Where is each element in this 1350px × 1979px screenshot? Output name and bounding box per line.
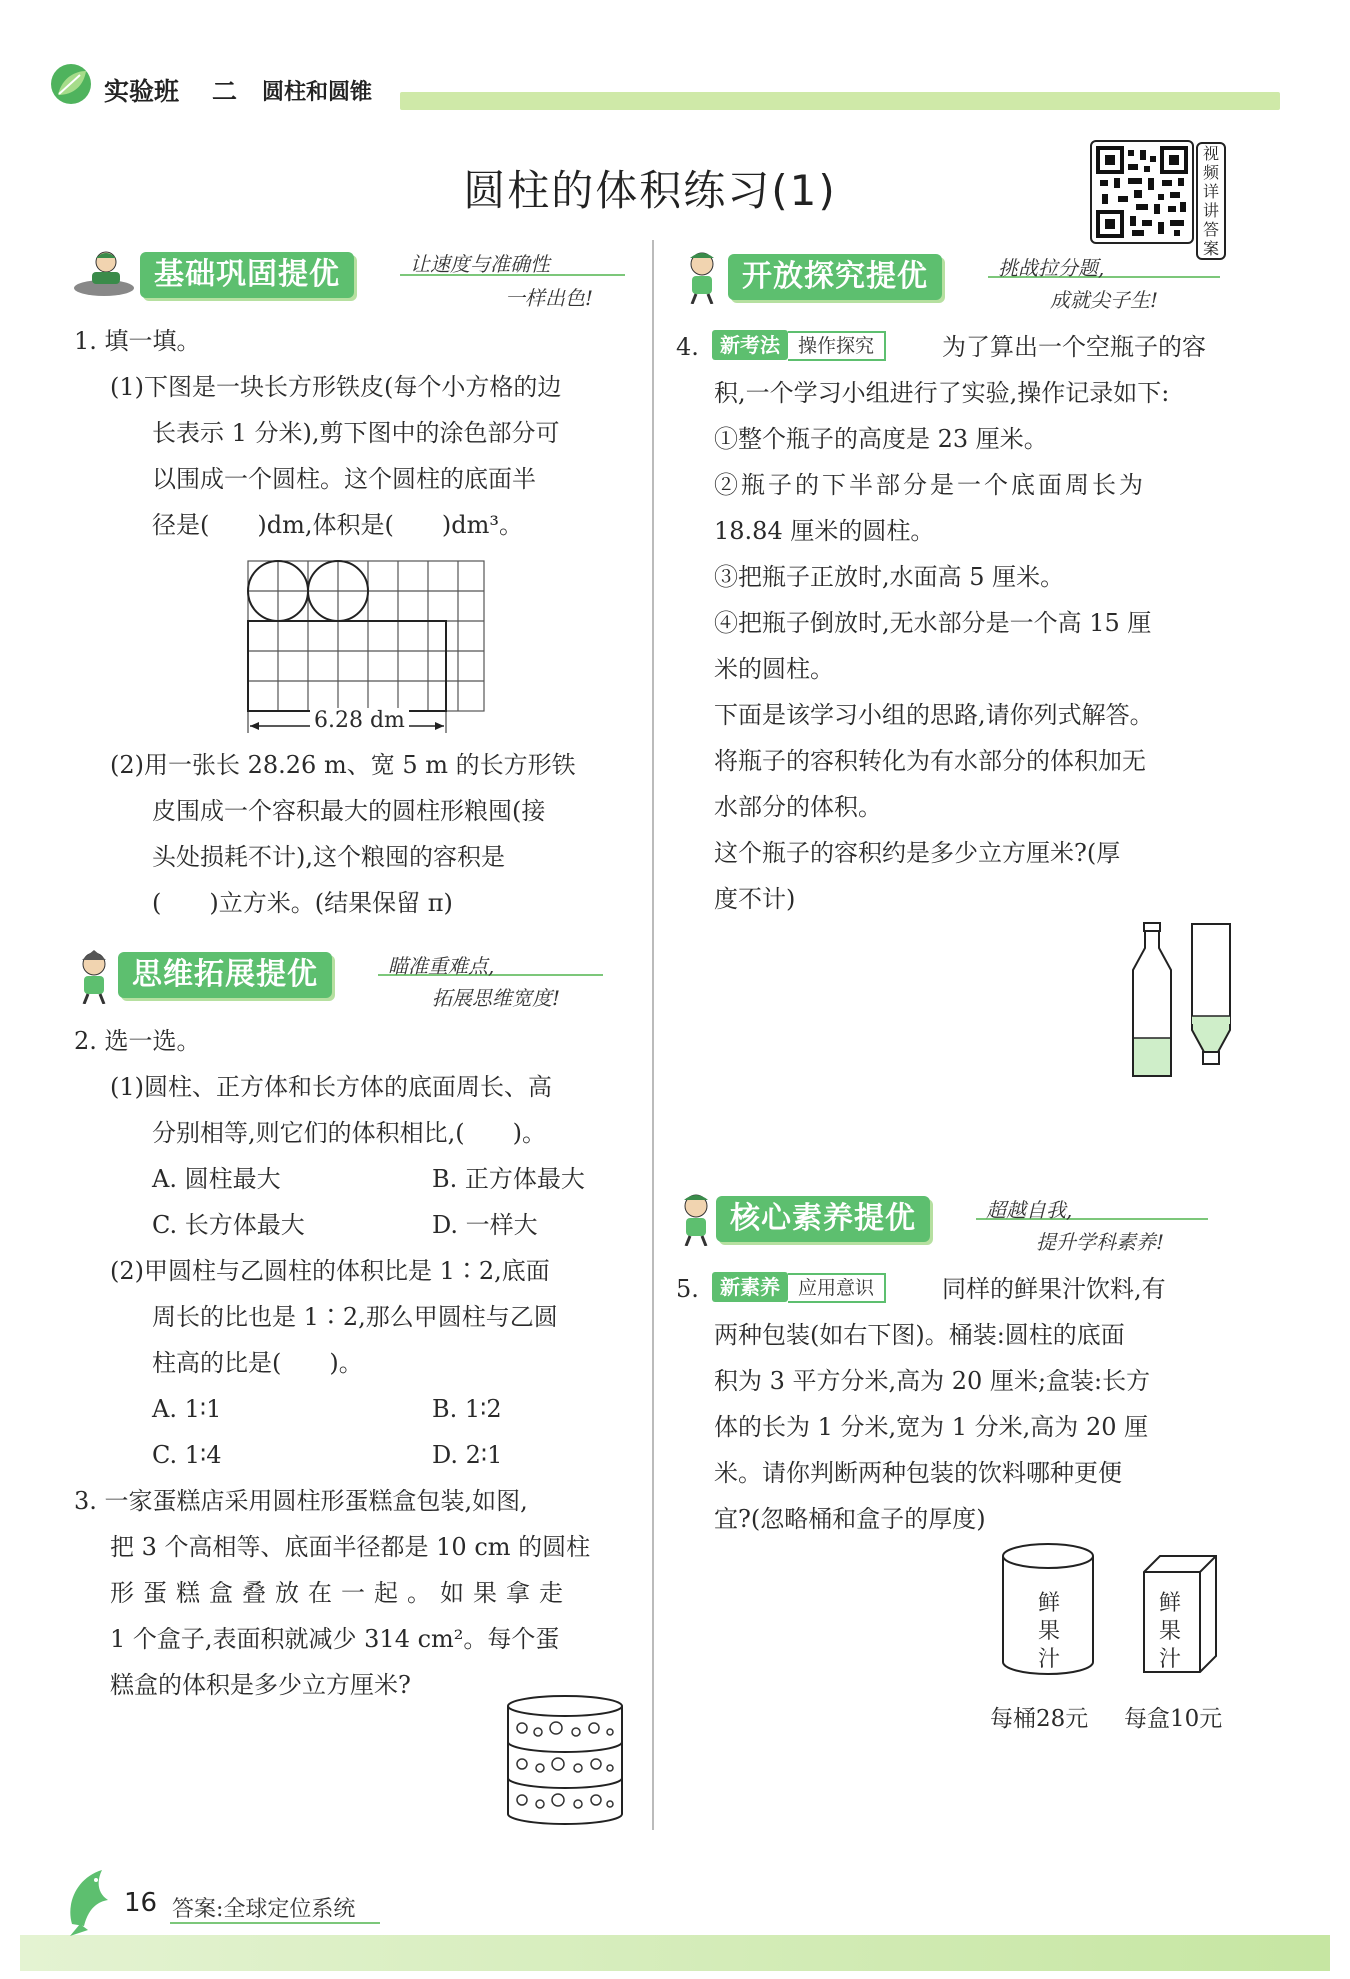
q1-part1-line: 长表示 1 分米),剪下图中的涂色部分可 [152,419,560,447]
header-band [400,92,1280,110]
q4-line: ③把瓶子正放时,水面高 5 厘米。 [714,563,1065,591]
q2-part1-line: (1)圆柱、正方体和长方体的底面周长、高 [110,1073,552,1101]
qr-code[interactable] [1090,140,1194,244]
q3-line: 形蛋糕盒叠放在一起。如果拿走 [110,1579,572,1607]
q1-part2-line: (2)用一张长 28.26 m、宽 5 m 的长方形铁 [110,751,576,779]
q4-tag-group [712,330,896,362]
stacked-cake-boxes-figure [500,1690,630,1830]
q1-head: 1. 填一填。 [74,327,201,355]
dolphin-mascot-icon [62,1864,118,1938]
footer-text: 答案:全球定位系统 [172,1897,356,1922]
section-thinking-banner: 思维拓展提优 [118,952,332,998]
leaf-logo-icon [50,63,92,105]
q5-tag-group [712,1272,896,1304]
mascot-skater-icon [70,248,138,298]
q1-part2-line: 头处损耗不计),这个粮囤的容积是 [152,843,505,871]
section-core-banner: 核心素养提优 [716,1196,930,1242]
q1-part2-line: 皮围成一个容积最大的圆柱形粮囤(接 [152,797,546,825]
footer-rule [170,1922,380,1924]
section-thinking-slogan: 瞄准重难点, [388,954,495,978]
q2-part2-line: (2)甲圆柱与乙圆柱的体积比是 1∶2,底面 [110,1257,550,1285]
q4-line: 下面是该学习小组的思路,请你列式解答。 [714,701,1154,729]
q3-line: 3. 一家蛋糕店采用圆柱形蛋糕盒包装,如图, [74,1487,528,1515]
box-price: 每盒10元 [1124,1706,1223,1732]
q3-line: 把 3 个高相等、底面半径都是 10 cm 的圆柱 [110,1533,591,1561]
q2-option-c: C. 1∶4 [152,1441,222,1469]
header-brand: 实验班 [104,77,180,106]
page-number: 16 [124,1888,158,1918]
q4-tag2: 操作探究 [788,331,886,361]
q4-line: 水部分的体积。 [714,793,882,821]
q2-option-b: B. 1∶2 [432,1395,502,1423]
q4-line: ②瓶子的下半部分是一个底面周长为 [714,471,1146,499]
q2-part2-line: 周长的比也是 1∶2,那么甲圆柱与乙圆 [152,1303,558,1331]
mascot-kid-icon [72,950,116,1004]
juice-box-label: 鲜 果 汁 [1158,1591,1181,1672]
q3-line: 糕盒的体积是多少立方厘米? [110,1671,411,1699]
q2-option-b: B. 正方体最大 [432,1165,585,1193]
q4-num: 4. [676,333,699,361]
q5-line: 宜?(忽略桶和盒子的厚度) [714,1505,986,1533]
section-core-slogan-2: 提升学科素养! [1036,1230,1165,1254]
q4-line: ④把瓶子倒放时,无水部分是一个高 15 厘 [714,609,1152,637]
section-open-banner: 开放探究提优 [728,254,942,300]
q2-head: 2. 选一选。 [74,1027,201,1055]
q4-line: 这个瓶子的容积约是多少立方厘米?(厚 [714,839,1121,867]
q1-part1-line: 以围成一个圆柱。这个圆柱的底面半 [152,465,536,493]
header-chapter-num: 二 [212,77,238,106]
q4-line: 米的圆柱。 [714,655,834,683]
q5-num: 5. [676,1275,699,1303]
q5-line: 米。请你判断两种包装的饮料哪种更便 [714,1459,1122,1487]
q2-option-c: C. 长方体最大 [152,1211,305,1239]
mascot-kid-icon [678,250,726,304]
q2-option-a: A. 1∶1 [152,1395,222,1423]
q5-tag: 新素养 [712,1272,788,1302]
q2-option-a: A. 圆柱最大 [152,1165,281,1193]
section-basic-banner: 基础巩固提优 [140,252,354,298]
juice-can-label: 鲜 果 汁 [1037,1591,1060,1672]
mascot-kid-icon [674,1192,718,1246]
q5-line: 体的长为 1 分米,宽为 1 分米,高为 20 厘 [714,1413,1149,1441]
header-chapter-title: 圆柱和圆锥 [262,80,373,105]
q4-line: 为了算出一个空瓶子的容 [942,333,1206,361]
q4-tag: 新考法 [712,330,788,360]
q2-part1-line: 分别相等,则它们的体积相比,( )。 [152,1119,546,1147]
q5-line: 积为 3 平方分米,高为 20 厘米;盒装:长方 [714,1367,1151,1395]
q1-part1-line: 径是( )dm,体积是( )dm³。 [152,511,523,539]
q2-option-d: D. 一样大 [432,1211,538,1239]
section-open-slogan-2: 成就尖子生! [1050,288,1159,312]
section-basic-slogan: 让速度与准确性 [410,252,550,276]
q3-line: 1 个盒子,表面积就减少 314 cm²。每个蛋 [110,1625,560,1653]
q1-part2-line: ( )立方米。(结果保留 π) [152,889,453,917]
q1-figure-label: 6.28 dm [310,708,409,733]
q4-line: 将瓶子的容积转化为有水部分的体积加无 [714,747,1146,775]
q1-part1-line: (1)下图是一块长方形铁皮(每个小方格的边 [110,373,562,401]
footer-band [20,1935,1330,1971]
q4-line: 18.84 厘米的圆柱。 [714,517,935,545]
can-price: 每桶28元 [990,1706,1089,1732]
bottles-figure [1130,920,1260,1080]
q4-line: 度不计) [714,885,796,913]
section-open-slogan: 挑战拉分题, [998,256,1105,280]
q5-tag2: 应用意识 [788,1273,886,1303]
section-basic-slogan-2: 一样出色! [505,286,594,310]
qr-caption: 视 频 详 讲 答 案 [1196,142,1226,260]
q4-line: ①整个瓶子的高度是 23 厘米。 [714,425,1048,453]
section-core-slogan: 超越自我, [986,1198,1073,1222]
q2-option-d: D. 2∶1 [432,1441,503,1469]
q5-line: 两种包装(如右下图)。桶装:圆柱的底面 [714,1321,1125,1349]
section-thinking-slogan-2: 拓展思维宽度! [432,986,561,1010]
q2-part2-line: 柱高的比是( )。 [152,1349,363,1377]
q5-line: 同样的鲜果汁饮料,有 [942,1275,1166,1303]
column-divider [652,240,654,1830]
page-title: 圆柱的体积练习(1) [463,166,837,215]
q4-line: 积,一个学习小组进行了实验,操作记录如下: [714,379,1170,407]
